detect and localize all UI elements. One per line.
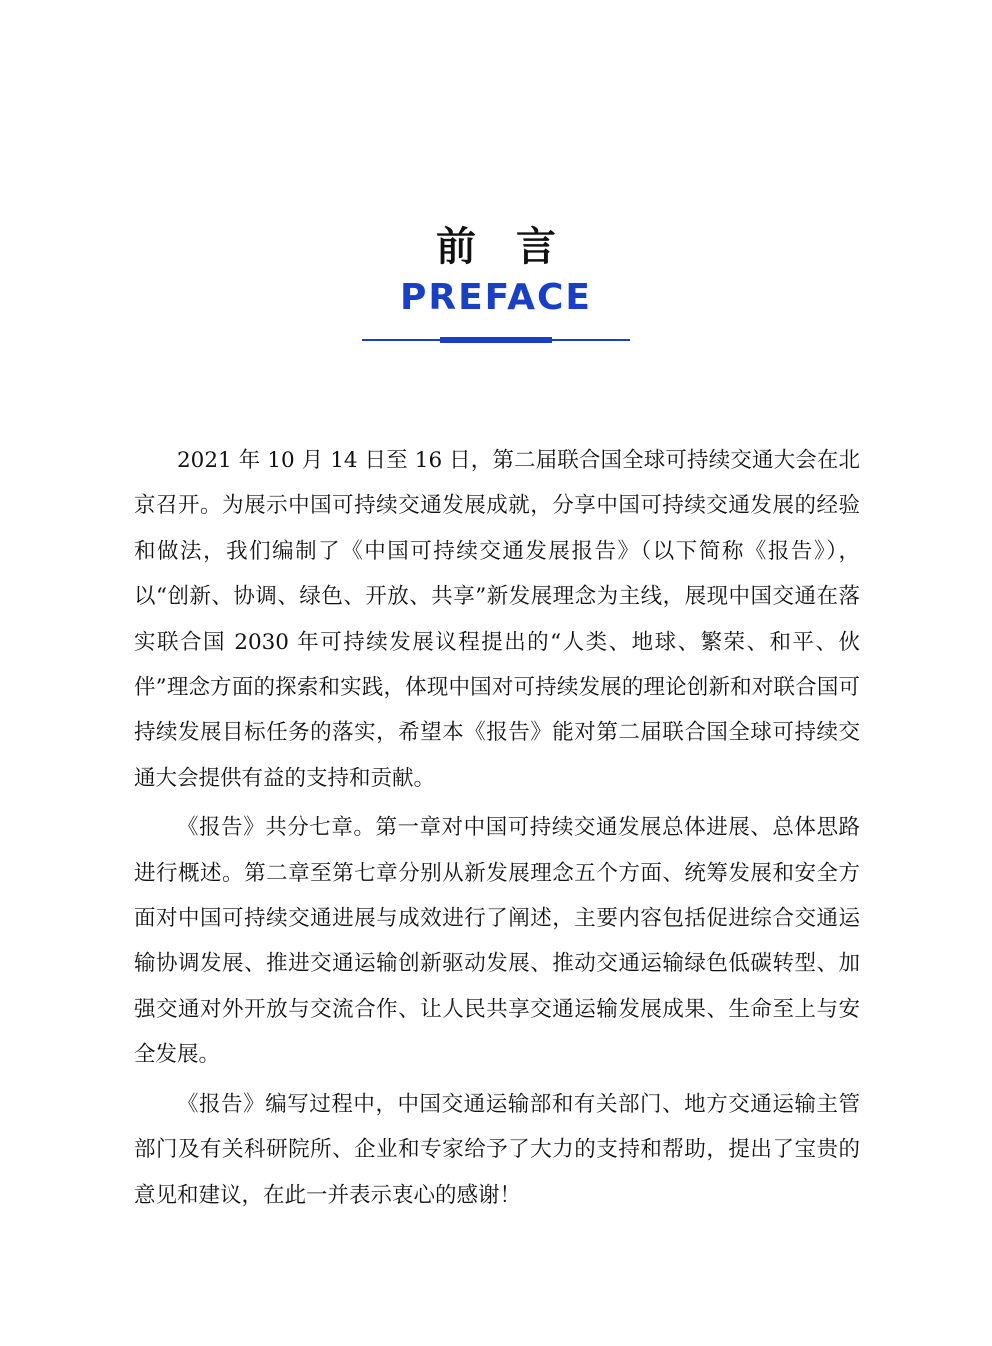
title-divider-accent xyxy=(440,337,552,343)
preface-body xyxy=(134,438,860,1222)
paragraph-1: 2021 年 10 月 14 日至 16 日，第二届联合国全球可持续交通大会在北京召开。为展示中国可持续交通发展成就，分享中国可持续交通发展的经验和做法，我们编制了《中国可持续交通发展报告》（以下简称《报告》），以“创新、协调、绿色、开放、共享”新发展理念为主线，展现中国交通在落实联合国 2030 年可持续发展议程提出的“人类、地球、繁荣、和平、伙伴”理念方面的探索和实践，体现中国对可持续发展的理论创新和对联合国可持续发展目标任务的落实，希望本《报告》能对第二届联合国全球可持续交通大会提供有益的支持和贡献。 xyxy=(134,448,860,791)
page-title-english: PREFACE xyxy=(399,277,593,318)
paragraph-3: 《报告》编写过程中，中国交通运输部和有关部门、地方交通运输主管部门及有关科研院所、企业和专家给予了大力的支持和帮助，提出了宝贵的意见和建议，在此一并表示衷心的感谢！ xyxy=(134,1091,860,1208)
page-heading xyxy=(0,222,992,320)
page-title-chinese: 前言 xyxy=(436,224,596,270)
paragraph-2: 《报告》共分七章。第一章对中国可持续交通发展总体进展、总体思路进行概述。第二章至第七章分别从新发展理念五个方面、统筹发展和安全方面对中国可持续交通进展与成效进行了阐述，主要内容包括促进综合交通运输协调发展、推进交通运输创新驱动发展、推动交通运输绿色低碳转型、加强交通对外开放与交流合作、让人民共享交通运输发展成果、生命至上与安全发展。 xyxy=(134,815,860,1068)
